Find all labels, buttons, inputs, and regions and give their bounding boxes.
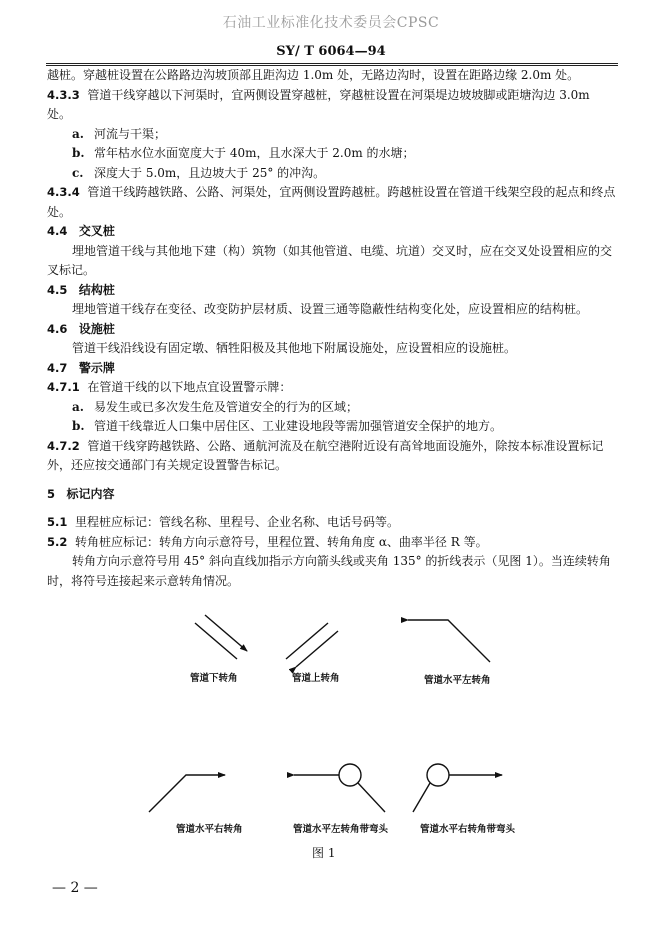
- clause-number: 4.3.3: [47, 87, 80, 102]
- section-4-5-text: 埋地管道干线存在变径、改变防护层材质、设置三通等隐蔽性结构变化处，应设置相应的结构桩。: [72, 302, 589, 316]
- clause-number: 4.7.2: [47, 438, 80, 453]
- section-4-4-text: 埋地管道干线与其他地下建（构）筑物（如其他管道、电缆、坑道）交叉时，应在交叉处设置相应的交叉标记。: [47, 243, 613, 277]
- section-number: 5: [47, 486, 56, 501]
- figure-caption: 管道水平左转角: [424, 675, 491, 686]
- pipe-horizontal-right-bend-symbol: [149, 775, 225, 812]
- clause-text: 里程桩应标记：管线名称、里程号、企业名称、电话号码等。: [75, 515, 400, 529]
- list-label: b.: [72, 146, 85, 160]
- section-title: 结构桩: [78, 282, 115, 297]
- list-label: b.: [72, 419, 85, 433]
- pipe-down-bend-symbol: [195, 615, 247, 659]
- section-title: 交叉桩: [78, 224, 115, 238]
- figure-caption: 管道上转角: [292, 673, 340, 684]
- clause-text: 管道干线穿跨越铁路、公路、通航河流及在航空港附近设有高耸地面设施外，除按本标准设置标记外，还应按交通部门有关规定设置警告标记。: [47, 438, 604, 472]
- list-label: a.: [72, 126, 84, 141]
- page-number: — 2 —: [52, 880, 98, 896]
- clause-text: 管道干线跨越铁路、公路、河渠处，宜两侧设置跨越桩。跨越桩设置在管道干线架空段的起点和终点处。: [47, 185, 616, 219]
- clause-number: 4.3.4: [47, 185, 80, 199]
- watermark: 石油工业标准化技术委员会CPSC: [222, 15, 440, 31]
- clause-text: 管道干线穿越以下河渠时，宜两侧设置穿越桩，穿越桩设置在河渠堤边坡坡脚或距塘沟边 3.0m 处。: [47, 87, 590, 121]
- section-number: 4.5: [47, 282, 68, 297]
- section-title: 警示牌: [78, 360, 115, 375]
- section-4-6-text: 管道干线沿线设有固定墩、牺牲阳极及其他地下附属设施处，应设置相应的设施桩。: [72, 341, 517, 355]
- list-text: 深度大于 5.0m，且边坡大于 25° 的冲沟。: [94, 165, 326, 180]
- pipe-up-bend-symbol: [286, 623, 338, 667]
- figure-label: 图 1: [312, 846, 336, 860]
- pipe-horizontal-right-bend-with-elbow-symbol: [413, 764, 502, 812]
- figure-caption: 管道下转角: [190, 673, 238, 684]
- pipe-horizontal-left-bend-with-elbow-symbol: [294, 764, 385, 812]
- section-number: 4.7: [47, 360, 68, 375]
- figure-caption: 管道水平右转角带弯头: [420, 824, 516, 835]
- clause-number: 5.2: [47, 534, 68, 549]
- clause-number: 5.1: [47, 515, 68, 529]
- clause-text: 在管道干线的以下地点宜设置警示牌：: [87, 380, 292, 394]
- figure-caption: 管道水平左转角带弯头: [293, 824, 389, 835]
- section-number: 4.6: [47, 321, 68, 336]
- figure-caption: 管道水平右转角: [176, 824, 243, 835]
- list-text: 河流与干渠；: [94, 126, 167, 141]
- section-title: 设施桩: [78, 321, 115, 336]
- clause-text: 转角桩应标记：转角方向示意符号，里程位置、转角角度 α、曲率半径 R 等。: [75, 534, 488, 549]
- list-text: 管道干线靠近人口集中居住区、工业建设地段等需加强管道安全保护的地方。: [94, 419, 503, 433]
- list-label: c.: [72, 165, 84, 180]
- section-number: 4.4: [47, 224, 68, 238]
- pipe-horizontal-left-bend-symbol: [408, 620, 490, 662]
- paragraph-continuation: 越桩。穿越桩设置在公路路边沟坡顶部且距沟边 1.0m 处，无路边沟时，设置在距路边缘 2.0m 处。: [47, 68, 580, 82]
- section-title: 标记内容: [66, 486, 115, 501]
- list-text: 常年枯水位水面宽度大于 40m，且水深大于 2.0m 的水塘；: [94, 146, 415, 160]
- clause-number: 4.7.1: [47, 380, 80, 394]
- clause-5-2-paragraph: 转角方向示意符号用 45° 斜向直线加指示方向箭头线或夹角 135° 的折线表示（见图 1）。当连续转角时，将符号连接起来示意转角情况。: [47, 554, 611, 588]
- standard-number: SY/ T 6064—94: [276, 44, 386, 59]
- list-label: a.: [72, 399, 84, 414]
- list-text: 易发生或已多次发生危及管道安全的行为的区域；: [94, 399, 359, 414]
